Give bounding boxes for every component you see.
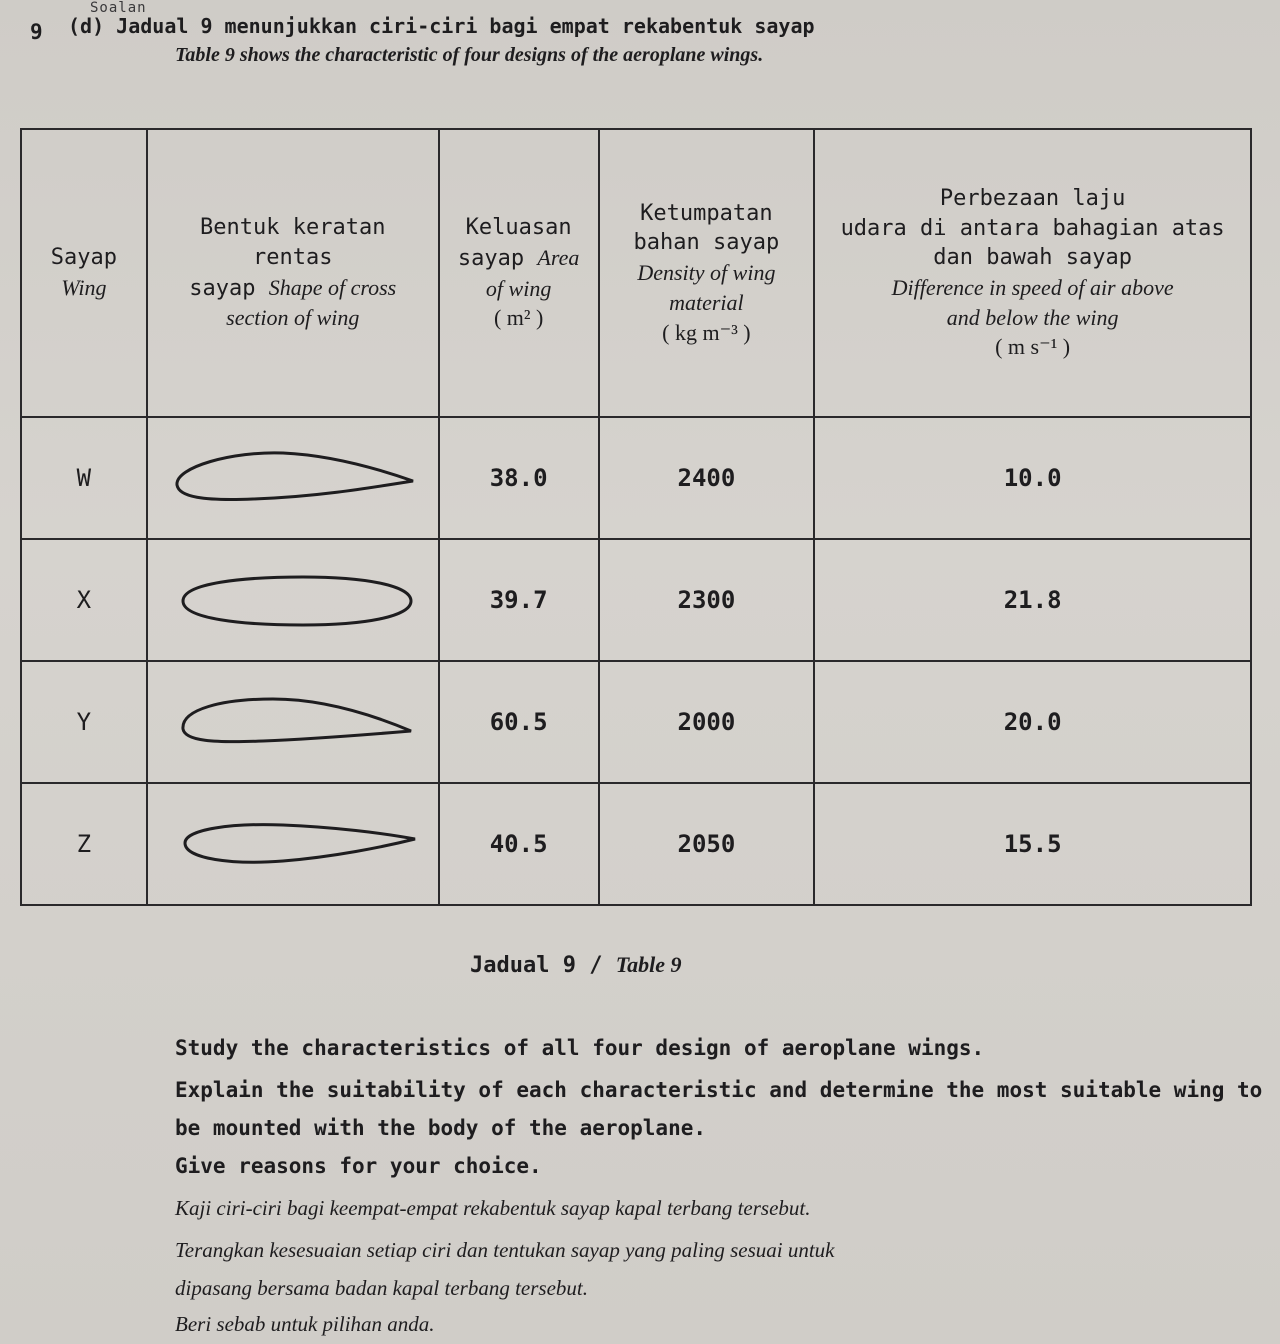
table-row-x bbox=[21, 539, 1251, 661]
header-speed-malay-3: dan bawah sayap bbox=[933, 245, 1132, 271]
header-area-malay-2: sayap bbox=[457, 245, 525, 271]
table-row-w bbox=[21, 417, 1251, 539]
wing-z-shape-icon bbox=[147, 783, 439, 905]
header-area-unit: ( m² ) bbox=[493, 305, 544, 331]
instruction-malay-2: Terangkan kesesuaian setiap ciri dan tentukan sayap yang paling sesuai untuk bbox=[175, 1238, 835, 1262]
header-wing-malay: Sayap bbox=[50, 245, 118, 271]
wing-label: Z bbox=[21, 783, 147, 905]
table-row-z bbox=[21, 783, 1251, 905]
wing-y-shape-icon bbox=[147, 661, 439, 783]
instruction-english-1: Study the characteristics of all four design of aeroplane wings. bbox=[175, 1036, 985, 1060]
header-density-english: Density of wing bbox=[637, 260, 776, 286]
instruction-malay-1: Kaji ciri-ciri bagi keempat-empat rekabentuk sayap kapal terbang tersebut. bbox=[175, 1196, 811, 1220]
instruction-english-2: Explain the suitability of each characteristic and determine the most suitable wing to bbox=[175, 1078, 1263, 1102]
wing-speed-difference: 10.0 bbox=[814, 417, 1251, 539]
wing-density: 2300 bbox=[599, 539, 815, 661]
question-intro-malay: (d) Jadual 9 menunjukkan ciri-ciri bagi empat rekabentuk sayap bbox=[68, 14, 815, 38]
header-area-malay: Keluasan bbox=[465, 215, 572, 241]
question-number: 9 bbox=[30, 20, 43, 44]
header-density bbox=[599, 129, 815, 417]
header-area bbox=[439, 129, 599, 417]
wing-area: 40.5 bbox=[439, 783, 599, 905]
instruction-malay-4: Beri sebab untuk pilihan anda. bbox=[175, 1312, 435, 1336]
question-intro-english: Table 9 shows the characteristic of four designs of the aeroplane wings. bbox=[175, 44, 764, 66]
wing-area: 60.5 bbox=[439, 661, 599, 783]
header-shape-malay-2: sayap bbox=[189, 275, 256, 301]
header-shape-english: Shape of cross bbox=[268, 274, 397, 300]
wing-label: W bbox=[21, 417, 147, 539]
top-strip-text: Soalan bbox=[90, 0, 147, 16]
header-area-english: Area bbox=[537, 244, 580, 270]
header-area-english-2: of wing bbox=[485, 275, 552, 301]
wing-speed-difference: 21.8 bbox=[814, 539, 1251, 661]
table-row-y bbox=[21, 661, 1251, 783]
wing-speed-difference: 15.5 bbox=[814, 783, 1251, 905]
header-shape-english-2: section of wing bbox=[226, 305, 360, 331]
table-caption bbox=[470, 952, 682, 978]
header-shape bbox=[147, 129, 439, 417]
wing-w-shape-icon bbox=[147, 417, 439, 539]
header-speed-unit: ( m s⁻¹ ) bbox=[995, 334, 1071, 360]
table-caption-english: Table 9 bbox=[615, 952, 682, 977]
wing-density: 2000 bbox=[599, 661, 815, 783]
header-speed-difference bbox=[814, 129, 1251, 417]
table-header-row bbox=[21, 129, 1251, 417]
instruction-english-3: be mounted with the body of the aeroplane. bbox=[175, 1116, 707, 1140]
instruction-english-4: Give reasons for your choice. bbox=[175, 1154, 542, 1178]
instruction-malay-3: dipasang bersama badan kapal terbang tersebut. bbox=[175, 1276, 588, 1300]
header-speed-english: Difference in speed of air above bbox=[891, 275, 1174, 300]
header-wing bbox=[21, 129, 147, 417]
header-density-unit: ( kg m⁻³ ) bbox=[662, 319, 751, 345]
wing-area: 38.0 bbox=[439, 417, 599, 539]
wing-label: Y bbox=[21, 661, 147, 783]
header-speed-malay-2: udara di antara bahagian atas bbox=[840, 215, 1225, 241]
wing-area: 39.7 bbox=[439, 539, 599, 661]
wing-density: 2400 bbox=[599, 417, 815, 539]
wing-speed-difference: 20.0 bbox=[814, 661, 1251, 783]
header-speed-malay: Perbezaan laju bbox=[939, 185, 1126, 211]
wing-label: X bbox=[21, 539, 147, 661]
header-density-malay-2: bahan sayap bbox=[633, 230, 780, 256]
header-wing-english: Wing bbox=[61, 275, 107, 300]
wing-characteristics-table bbox=[20, 128, 1252, 906]
header-speed-english-2: and below the wing bbox=[946, 304, 1119, 330]
table-caption-malay: Jadual 9 / bbox=[470, 953, 603, 978]
wing-density: 2050 bbox=[599, 783, 815, 905]
header-density-malay: Ketumpatan bbox=[640, 200, 773, 226]
header-shape-malay: Bentuk keratan rentas bbox=[200, 215, 386, 270]
header-density-english-2: material bbox=[669, 289, 744, 315]
wing-x-shape-icon bbox=[147, 539, 439, 661]
